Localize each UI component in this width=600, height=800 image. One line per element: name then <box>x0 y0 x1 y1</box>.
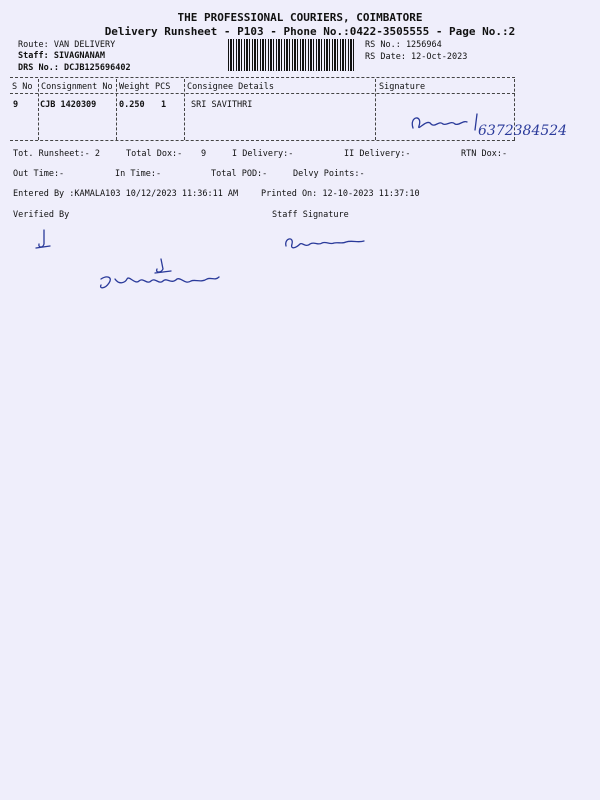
delvy-points: Delvy Points:- <box>293 169 365 179</box>
i-delivery: I Delivery:- <box>232 149 294 159</box>
runsheet-subtitle: Delivery Runsheet - P103 - Phone No.:0422-3505555 - Page No.:2 <box>104 25 516 38</box>
ii-delivery: II Delivery:- <box>344 149 411 159</box>
row-consignment: CJB 1420309 <box>40 100 97 110</box>
printed-on: Printed On: 12-10-2023 11:37:10 <box>261 189 420 199</box>
header-weight: Weight <box>119 82 150 92</box>
staff-label: Staff: SIVAGNANAM <box>18 51 105 61</box>
company-title: THE PROFESSIONAL COURIERS, COIMBATORE <box>177 11 423 24</box>
barcode <box>228 39 356 71</box>
rs-date: RS Date: 12-Oct-2023 <box>365 52 468 62</box>
row-weight: 0.250 <box>119 100 145 110</box>
staff-signature <box>282 232 372 254</box>
total-dox-value: 9 <box>201 149 207 159</box>
verifier-initial <box>34 228 54 252</box>
total-pod: Total POD:- <box>211 169 268 179</box>
header-consignment: Consignment No <box>41 82 113 92</box>
total-dox-label: Total Dox:- <box>126 149 183 159</box>
route-label: Route: VAN DELIVERY <box>18 40 116 50</box>
header-consignee: Consignee Details <box>187 82 274 92</box>
header-sno: S No <box>12 82 33 92</box>
staff-signature-label: Staff Signature <box>272 210 349 220</box>
out-time: Out Time:- <box>13 169 65 179</box>
drs-number: DRS No.: DCJB125696402 <box>18 63 131 73</box>
row-consignee: SRI SAVITHRI <box>191 100 253 110</box>
row-pcs: 1 <box>161 100 167 110</box>
row-sno: 9 <box>13 100 19 110</box>
entered-by: Entered By :KAMALA103 10/12/2023 11:36:11 AM <box>13 189 239 199</box>
handwritten-phone: 6372384524 <box>478 123 568 139</box>
header-pcs: PCS <box>155 82 171 92</box>
tot-runsheet: Tot. Runsheet:- 2 <box>13 149 100 159</box>
header-signature: Signature <box>379 82 426 92</box>
verified-by-label: Verified By <box>13 210 70 220</box>
in-time: In Time:- <box>115 169 162 179</box>
verifier-signature <box>95 255 225 300</box>
rs-number: RS No.: 1256964 <box>365 40 442 50</box>
rtn-dox: RTN Dox:- <box>461 149 508 159</box>
